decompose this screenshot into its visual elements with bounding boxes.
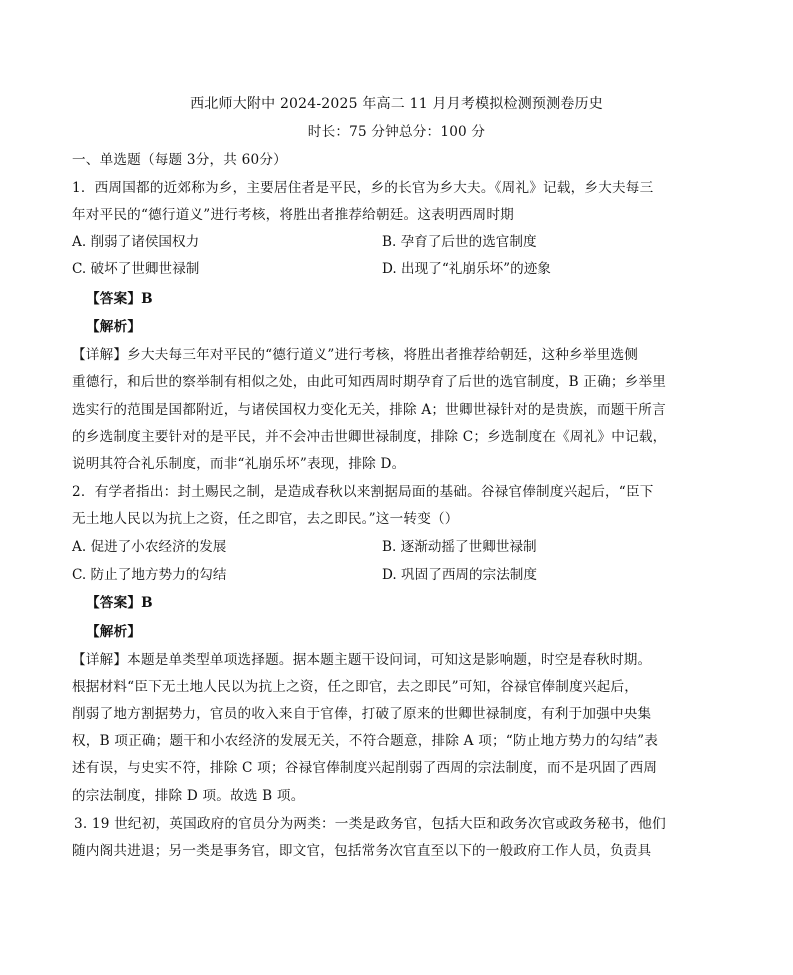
q2-option-a: A. 促进了小农经济的发展: [72, 539, 227, 555]
q2-detail-line-2: 根据材料“臣下无土地人民以为抗上之资，任之即官，去之即民”可知，谷禄官俸制度兴起后，: [72, 679, 639, 695]
q3-stem-line-1: 3. 19 世纪初，英国政府的官员分为两类：一类是政务官，包括大臣和政务次官或政务秘书，他们: [74, 816, 666, 832]
q2-analysis-label: 【解析】: [86, 624, 142, 640]
q1-option-c: C. 破坏了世卿世禄制: [72, 261, 200, 277]
exam-meta: 时长：75 分钟总分：100 分: [307, 124, 486, 140]
q2-option-c: C. 防止了地方势力的勾结: [72, 567, 227, 583]
q2-stem-line-1: 2．有学者指出：封土赐民之制，是造成春秋以来割据局面的基础。谷禄官俸制度兴起后，“臣下: [72, 484, 654, 500]
q2-stem-line-2: 无土地人民以为抗上之资，任之即官，去之即民。”这一转变（）: [72, 511, 459, 527]
q1-detail-line-3: 选实行的范围是国都附近，与诸侯国权力变化无关，排除 A；世卿世禄针对的是贵族，而题干所言: [72, 402, 666, 418]
q1-option-b: B. 孕育了后世的选官制度: [382, 234, 537, 250]
section-heading: 一、单选题（每题 3分，共 60分）: [72, 152, 287, 168]
q3-stem-line-2: 随内阁共进退；另一类是事务官，即文官，包括常务次官直至以下的一般政府工作人员，负责具: [72, 843, 652, 859]
q2-detail-line-4: 权，B 项正确；题干和小农经济的发展无关，不符合题意，排除 A 项；“防止地方势力的勾结”表: [72, 733, 659, 749]
q1-stem-line-2: 年对平民的“德行道义”进行考核，将胜出者推荐给朝廷。这表明西周时期: [72, 207, 514, 223]
q1-answer: 【答案】B: [86, 291, 153, 307]
q1-detail-line-2: 重德行，和后世的察举制有相似之处，由此可知西周时期孕育了后世的选官制度，B 正确；乡举里: [72, 374, 667, 390]
q1-detail-line-5: 说明其符合礼乐制度，而非“礼崩乐坏”表现，排除 D。: [72, 456, 406, 472]
q1-detail-line-4: 的乡选制度主要针对的是平民，并不会冲击世卿世禄制度，排除 C；乡选制度在《周礼》中记载，: [72, 429, 667, 445]
q1-option-d: D. 出现了“礼崩乐坏”的迹象: [382, 261, 551, 277]
q1-detail-line-1: 【详解】乡大夫每三年对平民的“德行道义”进行考核，将胜出者推荐给朝廷，这种乡举里选侧: [72, 347, 639, 363]
q1-option-a: A. 削弱了诸侯国权力: [72, 234, 200, 250]
q2-answer: 【答案】B: [86, 595, 153, 611]
q1-stem-line-1: 1．西周国都的近郊称为乡，主要居住者是平民，乡的长官为乡大夫。《周礼》记载，乡大夫每三: [72, 180, 654, 196]
q2-option-b: B. 逐渐动摇了世卿世禄制: [382, 539, 537, 555]
q2-detail-line-6: 的宗法制度，排除 D 项。故选 B 项。: [72, 788, 305, 804]
q2-detail-line-5: 述有误，与史实不符，排除 C 项；谷禄官俸制度兴起削弱了西周的宗法制度，而不是巩固了西周: [72, 760, 658, 776]
q2-option-d: D. 巩固了西周的宗法制度: [382, 567, 537, 583]
document-title: 西北师大附中 2024-2025 年高二 11 月月考模拟检测预测卷历史: [190, 96, 603, 112]
q1-analysis-label: 【解析】: [86, 319, 142, 335]
q2-detail-line-3: 削弱了地方割据势力，官员的收入来自于官俸，打破了原来的世卿世禄制度，有利于加强中央集: [72, 706, 652, 722]
q2-detail-line-1: 【详解】本题是单类型单项选择题。据本题主题干设问词，可知这是影响题，时空是春秋时期。: [72, 652, 652, 668]
